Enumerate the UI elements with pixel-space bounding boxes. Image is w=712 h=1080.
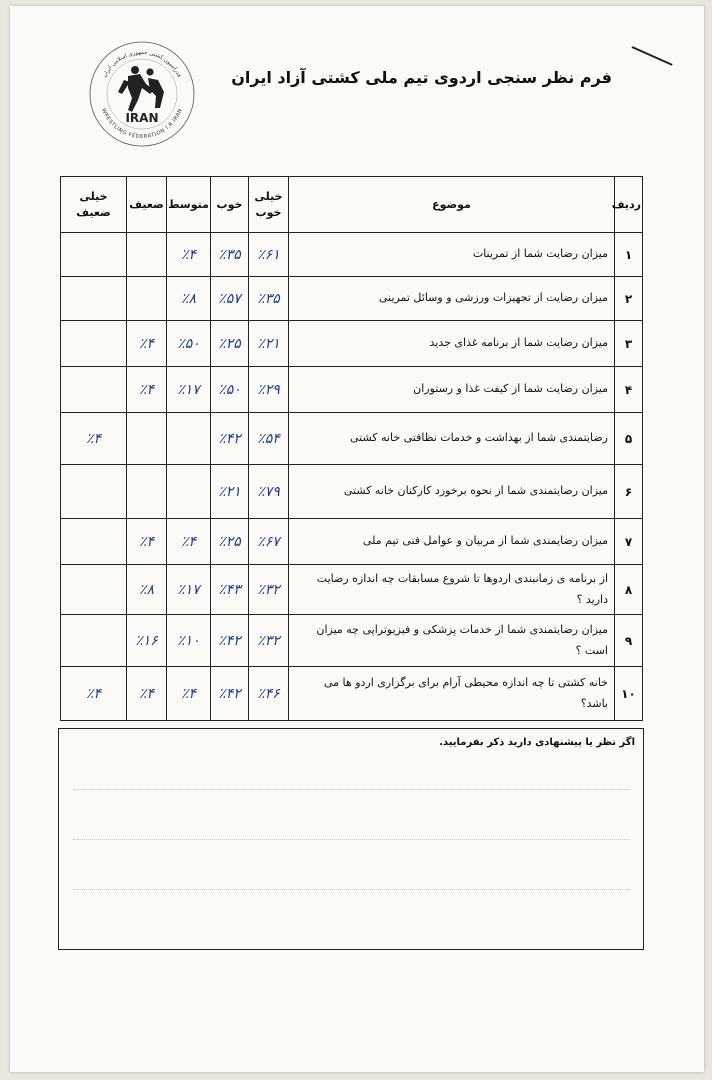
cell-very-weak: ٪۴ (61, 413, 127, 465)
cell-very-good: ٪۳۲ (249, 615, 289, 667)
cell-good: ٪۴۲ (211, 667, 249, 721)
cell-very-good: ٪۶۱ (249, 233, 289, 277)
cell-weak (127, 413, 167, 465)
header-good: خوب (211, 177, 249, 233)
cell-weak (127, 465, 167, 519)
cell-good: ٪۲۵ (211, 321, 249, 367)
cell-very-weak (61, 465, 127, 519)
survey-table (60, 176, 643, 721)
row-topic: از برنامه ی زمانبندی اردوها تا شروع مسابقات چه اندازه رضایت دارید ؟ (289, 565, 615, 615)
cell-weak: ٪۴ (127, 667, 167, 721)
cell-good: ٪۵۷ (211, 277, 249, 321)
table-row (61, 321, 643, 367)
cell-weak (127, 277, 167, 321)
cell-weak: ٪۴ (127, 367, 167, 413)
row-topic: میزان رضایمندی شما از مربیان و عوامل فنی تیم ملی (289, 519, 615, 565)
cell-weak: ٪۴ (127, 519, 167, 565)
cell-good: ٪۴۲ (211, 413, 249, 465)
row-number: ۵ (615, 413, 643, 465)
cell-good: ٪۴۳ (211, 565, 249, 615)
table-row (61, 667, 643, 721)
cell-average: ٪۴ (167, 519, 211, 565)
row-number: ۴ (615, 367, 643, 413)
cell-weak (127, 233, 167, 277)
faint-guide-line (73, 789, 629, 790)
cell-weak: ٪۱۶ (127, 615, 167, 667)
cell-average (167, 465, 211, 519)
table-row (61, 277, 643, 321)
header-weak: ضعیف (127, 177, 167, 233)
row-number: ۶ (615, 465, 643, 519)
cell-very-good: ٪۳۲ (249, 565, 289, 615)
svg-text:IRAN: IRAN (125, 111, 159, 125)
cell-very-good: ٪۷۹ (249, 465, 289, 519)
row-number: ۲ (615, 277, 643, 321)
cell-average: ٪۴ (167, 233, 211, 277)
wrestling-federation-logo-icon (88, 40, 196, 148)
table-row (61, 615, 643, 667)
row-topic: رضایتمندی شما از بهداشت و خدمات نظافتی خانه کشتی (289, 413, 615, 465)
table-header-row (61, 177, 643, 233)
table-row (61, 519, 643, 565)
row-number: ۸ (615, 565, 643, 615)
cell-very-weak (61, 615, 127, 667)
cell-very-weak (61, 519, 127, 565)
table-row (61, 413, 643, 465)
row-topic: میزان رضایت شما از برنامه غذای جدید (289, 321, 615, 367)
svg-text:WRESTLING FEDERATION I.R.IRAN: WRESTLING FEDERATION I.R.IRAN (100, 107, 184, 141)
cell-very-good: ٪۴۶ (249, 667, 289, 721)
suggestions-label: اگر نظر یا پیشنهادی دارید ذکر بفرمایید. (439, 737, 635, 748)
header-topic: موضوع (289, 177, 615, 233)
cell-average: ٪۱۰ (167, 615, 211, 667)
cell-good: ٪۲۵ (211, 519, 249, 565)
cell-average: ٪۸ (167, 277, 211, 321)
table-row (61, 465, 643, 519)
cell-average: ٪۱۷ (167, 565, 211, 615)
header-very-weak: خیلی ضعیف (61, 177, 127, 233)
cell-very-weak (61, 233, 127, 277)
row-topic: میزان رضایت شما از تمرینات (289, 233, 615, 277)
form-title: فرم نظر سنجی اردوی تیم ملی کشتی آزاد ایران (231, 68, 612, 87)
table-row (61, 367, 643, 413)
cell-very-weak (61, 321, 127, 367)
row-topic: میزان رضایتمندی شما از نحوه برخورد کارکنان خانه کشتی (289, 465, 615, 519)
cell-good: ٪۴۲ (211, 615, 249, 667)
row-number: ۷ (615, 519, 643, 565)
cell-good: ٪۳۵ (211, 233, 249, 277)
header-very-good: خیلی خوب (249, 177, 289, 233)
faint-guide-line (73, 839, 629, 840)
cell-weak: ٪۴ (127, 321, 167, 367)
row-topic: خانه کشتی تا چه اندازه محیطی آرام برای برگزاری اردو ها می باشد؟ (289, 667, 615, 721)
row-topic: میزان رضایتمندی شما از خدمات پزشکی و فیزیوتراپی چه میزان است ؟ (289, 615, 615, 667)
cell-very-weak (61, 277, 127, 321)
cell-very-good: ٪۳۵ (249, 277, 289, 321)
row-topic: میزان رضایت شما از کیفت غذا و رستوران (289, 367, 615, 413)
cell-average (167, 413, 211, 465)
row-topic: میزان رضایت از تجهیزات ورزشی و وسائل تمرینی (289, 277, 615, 321)
header-average: متوسط (167, 177, 211, 233)
cell-good: ٪۵۰ (211, 367, 249, 413)
cell-average: ٪۱۷ (167, 367, 211, 413)
cell-average: ٪۴ (167, 667, 211, 721)
cell-very-good: ٪۵۴ (249, 413, 289, 465)
cell-very-weak (61, 565, 127, 615)
row-number: ۱۰ (615, 667, 643, 721)
cell-very-good: ٪۲۱ (249, 321, 289, 367)
table-row (61, 233, 643, 277)
pen-stroke-mark (632, 46, 673, 66)
suggestions-box[interactable] (58, 728, 644, 950)
table-row (61, 565, 643, 615)
row-number: ۳ (615, 321, 643, 367)
cell-very-weak (61, 367, 127, 413)
header-row-number: ردیف (615, 177, 643, 233)
cell-average: ٪۵۰ (167, 321, 211, 367)
cell-very-good: ٪۲۹ (249, 367, 289, 413)
row-number: ۹ (615, 615, 643, 667)
cell-weak: ٪۸ (127, 565, 167, 615)
cell-very-good: ٪۶۷ (249, 519, 289, 565)
svg-text:فدراسیون کشتی جمهوری اسلامی ای: فدراسیون کشتی جمهوری اسلامی ایران (101, 49, 183, 79)
row-number: ۱ (615, 233, 643, 277)
cell-very-weak: ٪۴ (61, 667, 127, 721)
cell-good: ٪۲۱ (211, 465, 249, 519)
faint-guide-line (73, 889, 629, 890)
